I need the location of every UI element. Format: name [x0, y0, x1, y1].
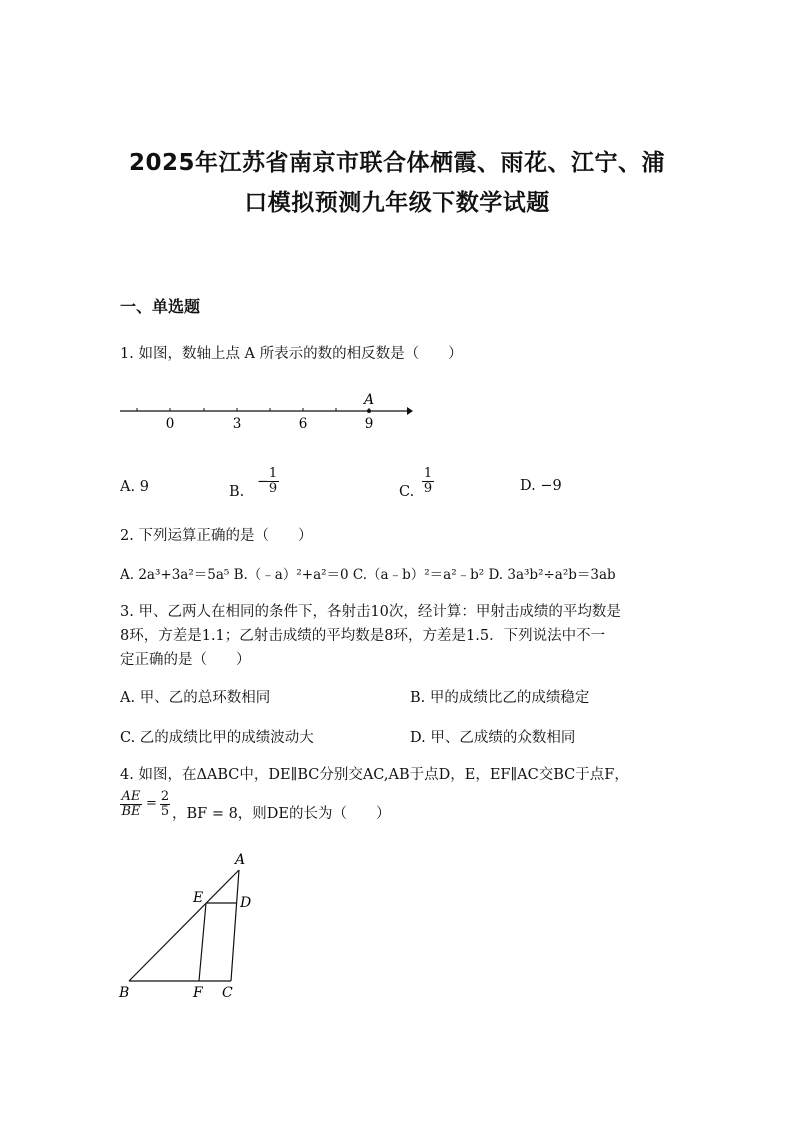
point-a-label: A	[363, 392, 375, 408]
q1-option-b-sign: −	[257, 474, 270, 490]
exam-title-line-1: 2025年江苏省南京市联合体栖霞、雨花、江宁、浦	[128, 150, 665, 176]
q3-stem-line-3: 定正确的是（ ）	[120, 652, 251, 668]
vertex-label-c: C	[222, 985, 233, 1001]
vertex-label-b: B	[119, 985, 130, 1001]
q1-number-line	[115, 390, 415, 435]
q3-option-d[interactable]: D. 甲、乙成绩的众数相同	[410, 730, 576, 746]
q1-option-b-prefix: B.	[229, 484, 245, 500]
q4-stem-line-1: 4. 如图，在ΔABC中，DE∥BC分别交AC,AB于点D，E，EF∥AC交BC于点F，	[120, 767, 629, 783]
q4-ratio-left: $\frac{AE}{BE}$	[121, 789, 141, 819]
tick-label-9: 9	[364, 416, 374, 432]
segment-ac	[231, 870, 239, 981]
tick-label-0: 0	[165, 416, 175, 432]
q2-options[interactable]: A. 2a³+3a²＝5a⁵ B.（﹣a）²+a²＝0 C.（a﹣b）²＝a²﹣b² D. 3a³b²÷a²b＝3ab	[120, 567, 616, 583]
vertex-label-f: F	[193, 985, 203, 1001]
tick-label-3: 3	[232, 416, 242, 432]
q4-triangle-figure	[110, 848, 270, 1008]
segment-ab	[129, 870, 239, 981]
q3-option-a[interactable]: A. 甲、乙的总环数相同	[120, 690, 271, 706]
q4-ratio-right: $\frac{2}{5}$	[160, 789, 170, 819]
vertex-label-a: A	[235, 852, 246, 868]
q1-option-c-prefix: C.	[399, 484, 415, 500]
segment-ef	[199, 903, 206, 981]
q3-option-b[interactable]: B. 甲的成绩比乙的成绩稳定	[410, 690, 590, 706]
q3-stem-line-2: 8环，方差是1.1；乙射击成绩的平均数是8环，方差是1.5．下列说法中不一	[120, 628, 606, 644]
q2-stem: 2. 下列运算正确的是（ ）	[120, 528, 313, 544]
point-a-dot	[367, 409, 371, 413]
axis-arrow	[407, 407, 413, 415]
vertex-label-d: D	[240, 895, 252, 911]
q1-option-c-fraction: $\frac{1}{9}$	[423, 466, 433, 496]
section-heading: 一、单选题	[120, 297, 201, 316]
q3-option-c[interactable]: C. 乙的成绩比甲的成绩波动大	[120, 730, 314, 746]
q1-option-b-fraction: $\frac{1}{9}$	[268, 466, 278, 496]
q4-stem-line-2: ，BF = 8，则DE的长为（ ）	[172, 806, 391, 822]
q1-option-d[interactable]: D. −9	[520, 478, 562, 494]
q1-stem: 1. 如图，数轴上点 A 所表示的数的相反数是（ ）	[120, 346, 463, 362]
tick-label-6: 6	[298, 416, 308, 432]
q3-stem-line-1: 3. 甲、乙两人在相同的条件下，各射击10次，经计算：甲射击成绩的平均数是	[120, 604, 621, 620]
q1-option-a[interactable]: A. 9	[120, 479, 149, 495]
exam-title-line-2: 口模拟预测九年级下数学试题	[244, 190, 550, 216]
vertex-label-e: E	[193, 890, 204, 906]
q4-ratio-equals: =	[146, 796, 157, 811]
